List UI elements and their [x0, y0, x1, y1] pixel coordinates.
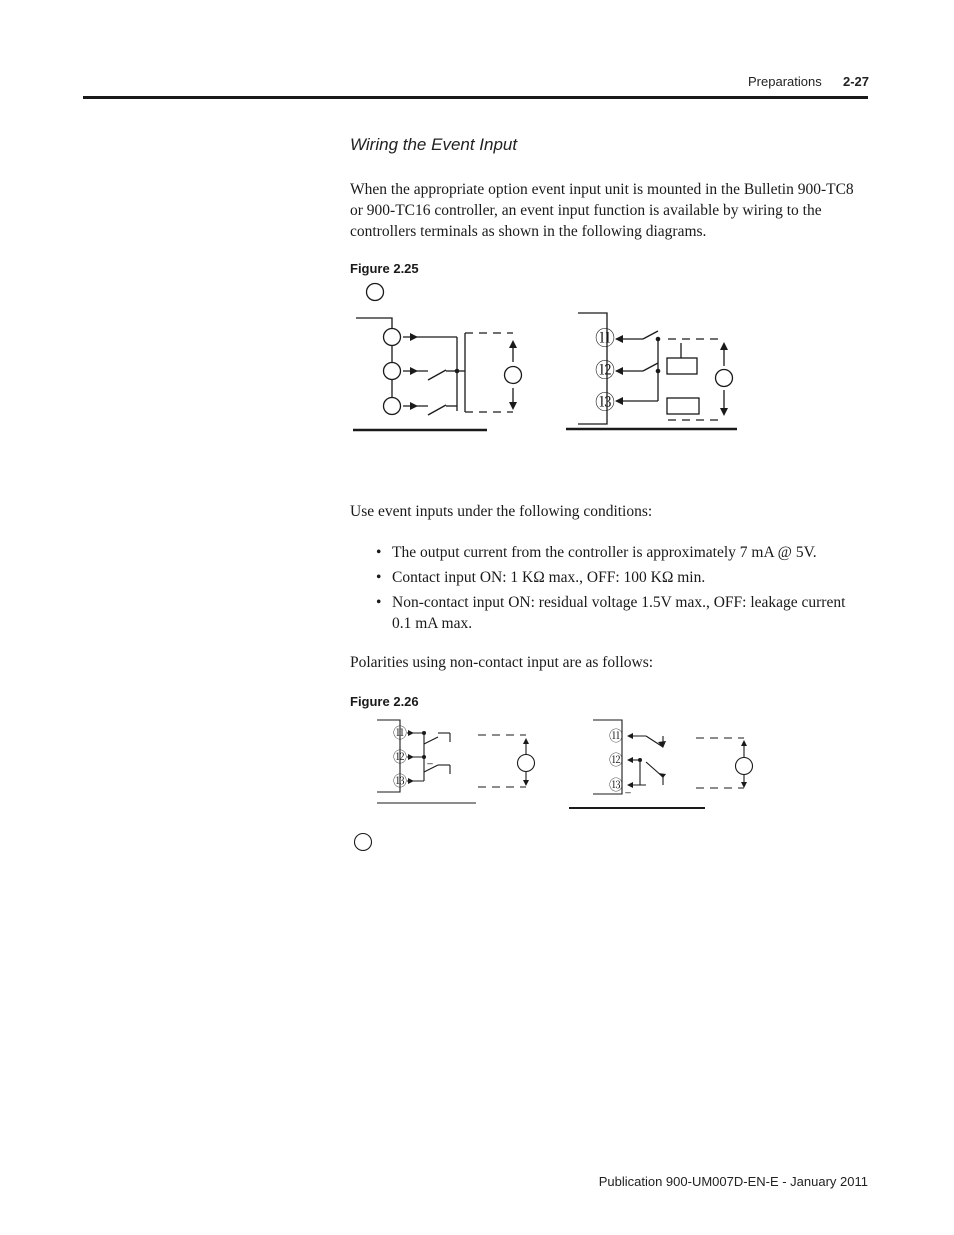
- terminal-label: ⑪: [609, 728, 623, 744]
- device-circle: [505, 367, 522, 384]
- terminal-label: ⑫: [609, 752, 623, 768]
- conditions-intro: Use event inputs under the following conditions:: [350, 503, 653, 520]
- bullet: •: [376, 594, 382, 611]
- bullet: •: [376, 544, 382, 561]
- figure-2-25-diagram: [350, 280, 750, 440]
- figure-2-26-label: Figure 2.26: [350, 694, 419, 709]
- bullet: •: [376, 569, 382, 586]
- minus-sign: –: [427, 758, 433, 770]
- list-item-text: Contact input ON: 1 KΩ max., OFF: 100 KΩ min.: [392, 569, 706, 586]
- terminal-circle: [384, 398, 401, 415]
- list-item: [376, 542, 856, 563]
- list-item: [376, 592, 856, 634]
- terminal-label: ⑫: [595, 360, 615, 382]
- callout-circle: [367, 284, 384, 301]
- section-title: Wiring the Event Input: [350, 135, 518, 154]
- conditions-list: [376, 542, 856, 638]
- terminal-label: ⑬: [609, 777, 623, 793]
- device-circle: [736, 758, 753, 775]
- figure-2-26-diagram: [350, 712, 770, 857]
- terminal-label: ⑪: [595, 328, 615, 350]
- header-section-title: Preparations: [748, 74, 822, 89]
- list-item: [376, 567, 856, 588]
- figure-2-25-label: Figure 2.25: [350, 261, 419, 276]
- list-item-text: The output current from the controller is approximately 7 mA @ 5V.: [392, 544, 817, 561]
- terminal-label: ⑪: [393, 725, 407, 741]
- polarities-text: Polarities using non-contact input are as follows:: [350, 654, 654, 671]
- terminal-label: ⑬: [595, 392, 615, 414]
- minus-sign: –: [625, 787, 631, 799]
- terminal-circle: [384, 329, 401, 346]
- list-item-text: Non-contact input ON: residual voltage 1.5V max., OFF: leakage current 0.1 mA max.: [392, 594, 846, 632]
- header-rule: [83, 96, 868, 99]
- terminal-label: ⑫: [393, 749, 407, 765]
- footer-publication: Publication 900-UM007D-EN-E - January 2011: [598, 1174, 868, 1189]
- intro-paragraph: When the appropriate option event input unit is mounted in the Bulletin 900-TC8 or 900-TC16 controller, an event input function is available by wiring to the controllers terminals as shown in the following diagrams.: [350, 181, 854, 240]
- header-page-number: 2-27: [843, 74, 870, 89]
- callout-circle: [355, 834, 372, 851]
- terminal-label: ⑬: [393, 773, 407, 789]
- device-circle: [518, 755, 535, 772]
- device-circle: [716, 370, 733, 387]
- terminal-circle: [384, 363, 401, 380]
